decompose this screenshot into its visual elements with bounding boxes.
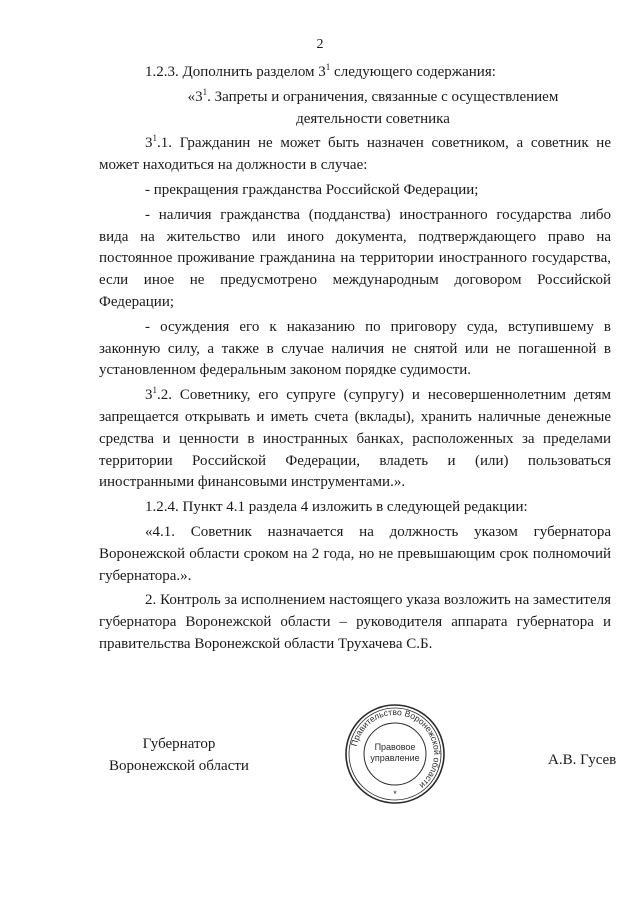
stamp-inner-line-1: Правовое [374,742,416,752]
stamp-star: * [393,789,397,799]
official-stamp [343,702,447,806]
section-heading: «$3^1$. Запреты и ограничения, связанные с осуществлением [187,86,559,105]
clause-1-2-3: 1.2.3. Дополнить разделом $3^1$ следующего содержания: [145,62,496,80]
page-number: 2 [316,37,324,52]
stamp-graphic [343,702,447,806]
bullet-conviction: - осуждения его к наказанию по приговору суда, вступившему в законную силу, а также в случае наличия не снятой или не погашенной в установленном федеральным законом порядке судимости. [99,318,611,379]
clause-2-control: 2. Контроль за исполнением настоящего указа возложить на заместителя губернатора Воронежской области – руководителя аппарата губернатора и правительства Воронежской области Трухачева С.Б. [99,592,611,652]
section-heading-line-2: деятельности советника [296,110,450,127]
clause-3-1-1: $3^1.1$. Гражданин не может быть назначен советником, а советник не может находиться на должности в случае: [99,133,611,174]
bullet-citizenship-termination: - прекращения гражданства Российской Федерации; [145,181,479,198]
clause-1-2-4: 1.2.4. Пункт 4.1 раздела 4 изложить в следующей редакции: [145,499,528,516]
document-body [99,62,611,656]
clause-3-1-2: $3^1.2$. Советнику, его супруге (супругу) и несовершеннолетним детям запрещается открывать и иметь счета (вклады), хранить наличные денежные средства и ценности в иностранных банках, расположенных за пределами территории Российской Федерации, владеть и (или) пользоваться иностранными финансовыми инструментами.». [99,385,611,491]
stamp-ring-text: Правительство Воронежской области [348,706,443,791]
signatory-name: А.В. Гусев [548,752,617,768]
stamp-inner-line-2: управление [370,753,420,763]
bullet-foreign-citizenship: - наличия гражданства (подданства) иностранного государства либо вида на жительство или иного документа, подтверждающего право на постоянное проживание гражданина на территории иностранного государства, если иное не предусмотрено международным договором Российской Федерации; [99,206,611,310]
signatory-title: Губернатор Воронежской области [109,736,249,774]
clause-4-1: «4.1. Советник назначается на должность указом губернатора Воронежской области сроком на 2 года, но не превышающим срок полномочий губернатора.». [99,523,611,584]
